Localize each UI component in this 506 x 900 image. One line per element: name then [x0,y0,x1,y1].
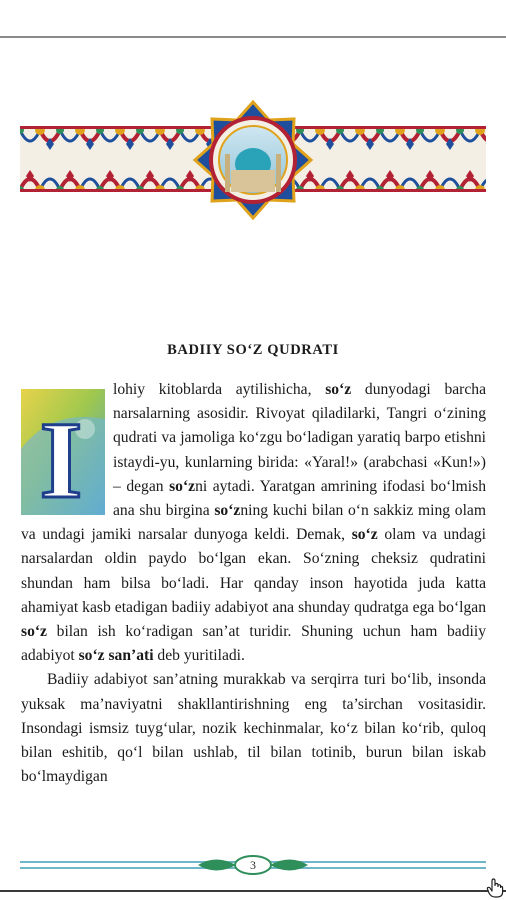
chapter-title: BADIIY SO‘Z QUDRATI [167,342,339,358]
bold-term: so‘z [214,502,241,520]
body-text [21,378,486,789]
text-run: lohiy kitoblarda aytilishicha, [113,381,326,398]
text-run: deb yuritiladi. [153,647,245,665]
bold-term: so‘z [169,477,196,495]
top-rule [0,36,506,38]
text-run: olam va undagi narsalardan oldin paydo bo‘lgan ekan. So‘zning cheksiz qudratini shundan ham bilsa bo‘ladi. Har qanday inson hayotida juda katta ahamiyat kasb etadigan badiiy adabiyot ana shunday qudratga ega bo‘lgan [21,526,486,616]
hand-cursor-icon [486,878,504,898]
text-run: ni aytadi. Yaratgan amrining ifodasi bo‘lmish ana shu birgina [113,477,486,520]
ornamental-banner [20,100,486,220]
text-run: ning kuchi bilan o‘n sakkiz ming olam va undagi jamiki narsalar dunyoga keldi. Demak, [21,502,486,544]
bold-term: so‘z [21,623,47,641]
bold-term: so‘z san’ati [78,647,154,665]
bottom-rule [0,890,506,892]
paragraph-2: Badiiy adabiyot san’atning murakkab va serqirra turi bo‘lib, insonda yuksak ma’naviyatni shakllantirishning eng ta’sirchan vositasidir. Insondagi ismsiz tuyg‘ular, nozik kechinmalar, ko‘z bilan ko‘rib, quloq bilan eshitib, qo‘l bilan ushlab, til bilan totinib, burun bilan iskab bo‘lmaydigan [21,671,486,786]
text-run: bilan ish ko‘radigan san’at turidir. Shuning uchun ham badiiy adabiyot [21,623,486,665]
bold-term: so‘z [325,381,352,398]
text-run: dunyodagi barcha narsalarning asosidir. Rivoyat qiladilarki, Tangri o‘zining qudrati va jamoliga ko‘zgu bo‘ladigan yaratiq barpo etishni istaydi-yu, kunlarning birida: «Yaral!» (arabchasi «Kun!») – degan [113,381,486,495]
dropcap-letter: I [39,399,83,515]
page-number: 3 [250,858,256,872]
bold-term: so‘z [351,526,378,544]
